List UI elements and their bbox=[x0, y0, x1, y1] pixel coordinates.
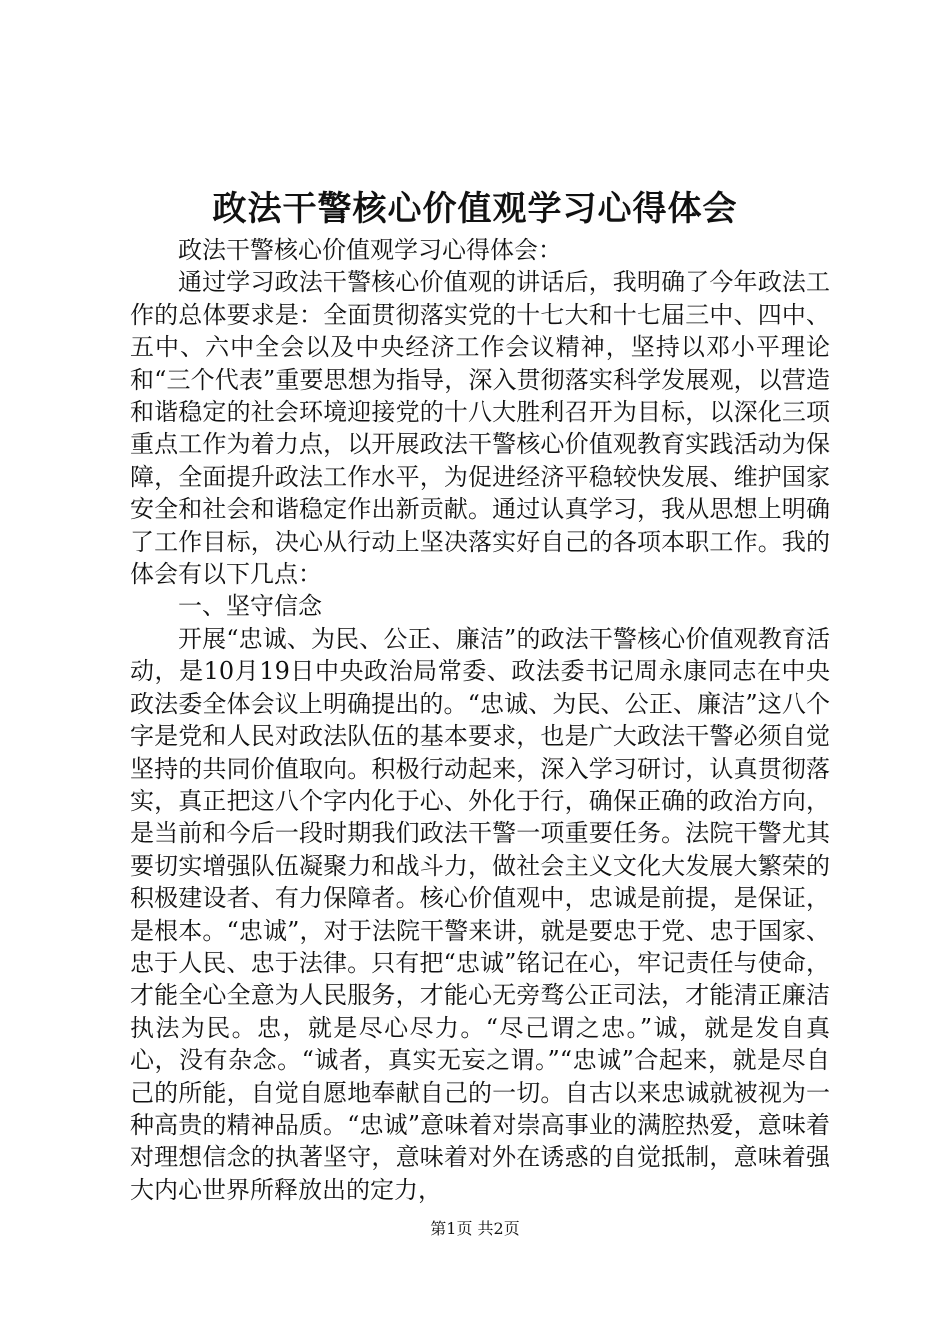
section-heading-1: 一、坚守信念 bbox=[178, 592, 322, 621]
paragraph-overview: 通过学习政法干警核心价值观的讲话后，我明确了今年政法工作的总体要求是：全面贯彻落实党的十七大和十七届三中、四中、五中、六中全会以及中央经济工作会议精神，坚持以邓小平理论和“三个代表”重要思想为指导，深入贯彻落实科学发展观，以营造和谐稳定的社会环境迎接党的十八大胜利召开为目标，以深化三项重点工作为着力点，以开展政法干警核心价值观教育实践活动为保障，全面提升政法工作水平，为促进经济平稳较快发展、维护国家安全和社会和谐稳定作出新贡献。通过认真学习，我从思想上明确了工作目标，决心从行动上坚决落实好自己的各项本职工作。我的体会有以下几点： bbox=[130, 268, 830, 589]
document-body bbox=[130, 234, 830, 1206]
page-footer: 第1页 共2页 bbox=[430, 1219, 520, 1238]
paragraph-intro: 政法干警核心价值观学习心得体会： bbox=[178, 236, 562, 264]
paragraph-section-1: 开展“忠诚、为民、公正、廉洁”的政法干警核心价值观教育活动，是10月19日中央政治局常委、政法委书记周永康同志在中央政法委全体会议上明确提出的。“忠诚、为民、公正、廉洁”这八个字是党和人民对政法队伍的基本要求，也是广大政法干警必须自觉坚持的共同价值取向。积极行动起来，深入学习研讨，认真贯彻落实，真正把这八个字内化于心、外化于行，确保正确的政治方向，是当前和今后一段时期我们政法干警一项重要任务。法院干警尤其要切实增强队伍凝聚力和战斗力，做社会主义文化大发展大繁荣的积极建设者、有力保障者。核心价值观中，忠诚是前提，是保证，是根本。“忠诚”，对于法院干警来讲，就是要忠于党、忠于国家、忠于人民、忠于法律。只有把“忠诚”铭记在心，牢记责任与使命，才能全心全意为人民服务，才能心无旁骛公正司法，才能清正廉洁执法为民。忠，就是尽心尽力。“尽己谓之忠。”诚，就是发自真心，没有杂念。“诚者，真实无妄之谓。”“忠诚”合起来，就是尽自己的所能，自觉自愿地奉献自己的一切。自古以来忠诚就被视为一种高贵的精神品质。“忠诚”意味着对崇高事业的满腔热爱，意味着对理想信念的执著坚守，意味着对外在诱惑的自觉抵制，意味着强大内心世界所释放出的定力， bbox=[130, 624, 830, 1204]
document-title: 政法干警核心价值观学习心得体会 bbox=[212, 189, 738, 229]
